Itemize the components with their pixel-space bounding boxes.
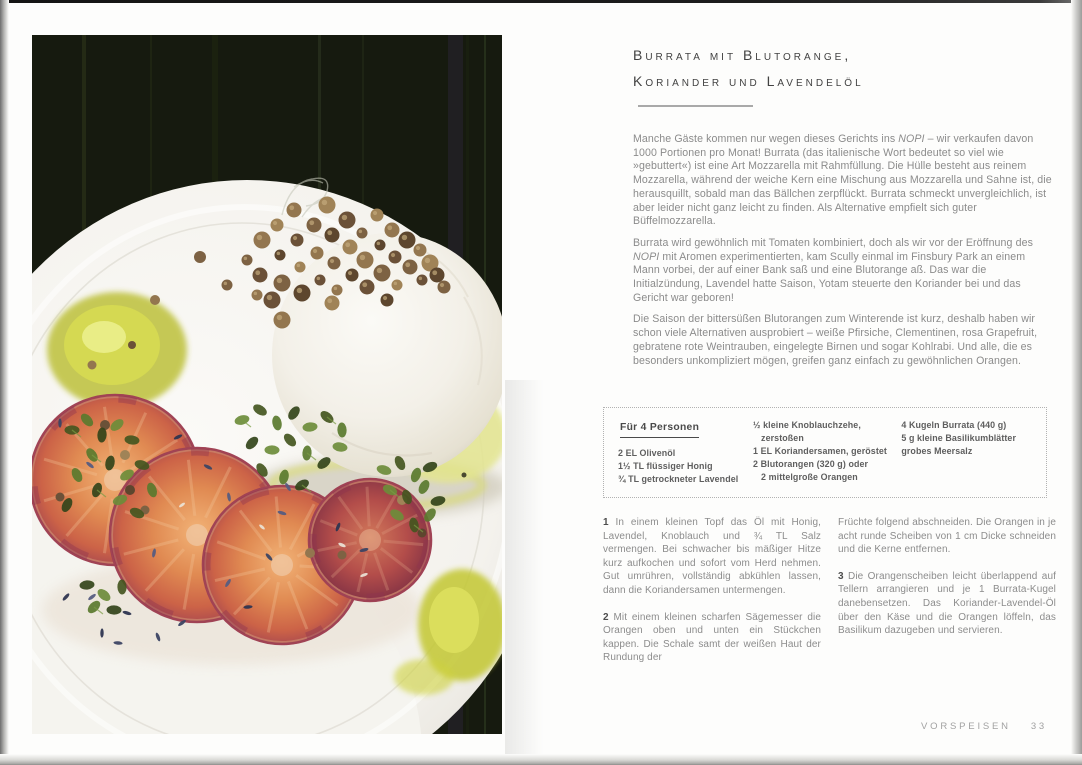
step-paragraph: Früchte folgend abschneiden. Die Orangen in je acht runde Scheiben von 1 cm Dicke schneiden und die Kerne entfernen. xyxy=(838,517,1056,556)
scan-edge-bottom xyxy=(0,754,1082,765)
ingredient-item: 1½ TL flüssiger Honig xyxy=(618,461,713,471)
ingredient-item: zerstoßen xyxy=(761,433,804,443)
oil-pool-left xyxy=(47,292,187,408)
step-paragraph: 2 Mit einem kleinen scharfen Sägemesser die Orangen oben und unten ein Stückchen kappen. Die Schale samt der weißen Haut der Rundung der xyxy=(603,611,821,664)
serving-label: Für 4 Personen xyxy=(620,421,699,438)
step-paragraph: 3 Die Orangenscheiben leicht überlappend auf Tellern arrangieren und je 1 Burrata-Kugel danebensetzen. Das Koriander-Lavendel-Öl über den Käse und die Orangen löffeln, das Basilikum dazugeben und servieren. xyxy=(838,570,1056,637)
intro-paragraph: Burrata wird gewöhnlich mit Tomaten kombiniert, doch als wir vor der Eröffnung des NOPI mit Aromen experimentierten, kam Scully einmal im Finsbury Park an einem Mann vorbei, der auf einer Bank saß und eine Blutorange aß. Das war die Initialzündung, Lavendel hatte Saison, Yotam steuerte den Koriander bei und das Gericht war geboren! xyxy=(633,236,1033,304)
ingredients-column-3 xyxy=(901,419,1034,489)
recipe-title-line2: Koriander und Lavendelöl xyxy=(633,73,864,90)
ingredient-item: grobes Meersalz xyxy=(901,446,973,456)
ingredient-item: 2 Blutorangen (320 g) oder xyxy=(753,459,869,469)
food-photo xyxy=(32,35,502,734)
step-paragraph: 1 In einem kleinen Topf das Öl mit Honig, Lavendel, Knoblauch und ¾ TL Salz vermengen. Bei schwacher bis mäßiger Hitze kurz aufkochen und sofort vom Herd nehmen. Gut umrühren, vollständig abkühlen lassen, dann die Koriandersamen untermengen. xyxy=(603,517,821,596)
ingredient-item: ½ kleine Knoblauchzehe, xyxy=(753,420,861,430)
scan-edge-right xyxy=(1071,0,1082,765)
ingredient-item: 2 mittelgroße Orangen xyxy=(761,472,858,482)
recipe-title xyxy=(633,42,864,94)
instructions-column-1 xyxy=(603,516,821,678)
ingredient-item: 1 EL Koriandersamen, geröstet xyxy=(753,446,887,456)
intro-paragraphs xyxy=(633,133,1054,376)
ingredient-item: 5 g kleine Basilikumblätter xyxy=(901,433,1017,443)
ingredients-column-2 xyxy=(753,419,891,489)
title-divider xyxy=(638,105,753,107)
ingredient-item: ¾ TL getrockneter Lavendel xyxy=(618,474,739,484)
instructions-column-2 xyxy=(838,516,1056,651)
recipe-title-line1: Burrata mit Blutorange, xyxy=(633,47,852,64)
ingredient-item: 2 EL Olivenöl xyxy=(618,448,676,458)
footer-section-label: VORSPEISEN xyxy=(921,721,1011,732)
intro-paragraph: Die Saison der bittersüßen Blutorangen zum Winterende ist kurz, deshalb haben wir schon viele Alternativen ausprobiert – weiße Pfirsiche, Clementinen, rosa Grapefruit, gebratene rote Weintrauben, eingelegte Birnen und sogar Kohlrabi. Und alle, die es besonders unkompliziert mögen, greifen ganz einfach zu gewöhnlichen Orangen. xyxy=(633,313,1038,367)
page-gutter-shade xyxy=(505,380,543,758)
scan-edge-top xyxy=(0,0,1082,3)
scan-edge-left xyxy=(0,0,9,765)
footer-page-number: 33 xyxy=(1030,721,1047,732)
intro-paragraph: Manche Gäste kommen nur wegen dieses Gerichts ins NOPI – wir verkaufen davon 1000 Portionen pro Monat! Burrata (das italienische Wort bedeutet so viel wie »gebuttert«) ist eine Art Mozzarella mit Rahmfüllung. Die Hülle besteht aus reinem Mozzarella, während der weiche Kern eine Mischung aus Mozzarella und Sahne ist, die herausquillt, sobald man das Bällchen zerpflückt. Burrata schmeckt unvergleichlich, ist aber leider nicht ganz leicht zu finden. Als Alternative empfielt sich guter Büffelmozzarella. xyxy=(633,133,1052,228)
ingredients-column-1 xyxy=(618,419,743,489)
page-footer xyxy=(921,721,1047,732)
ingredients-box xyxy=(603,407,1047,498)
ingredient-item: 4 Kugeln Burrata (440 g) xyxy=(901,420,1007,430)
